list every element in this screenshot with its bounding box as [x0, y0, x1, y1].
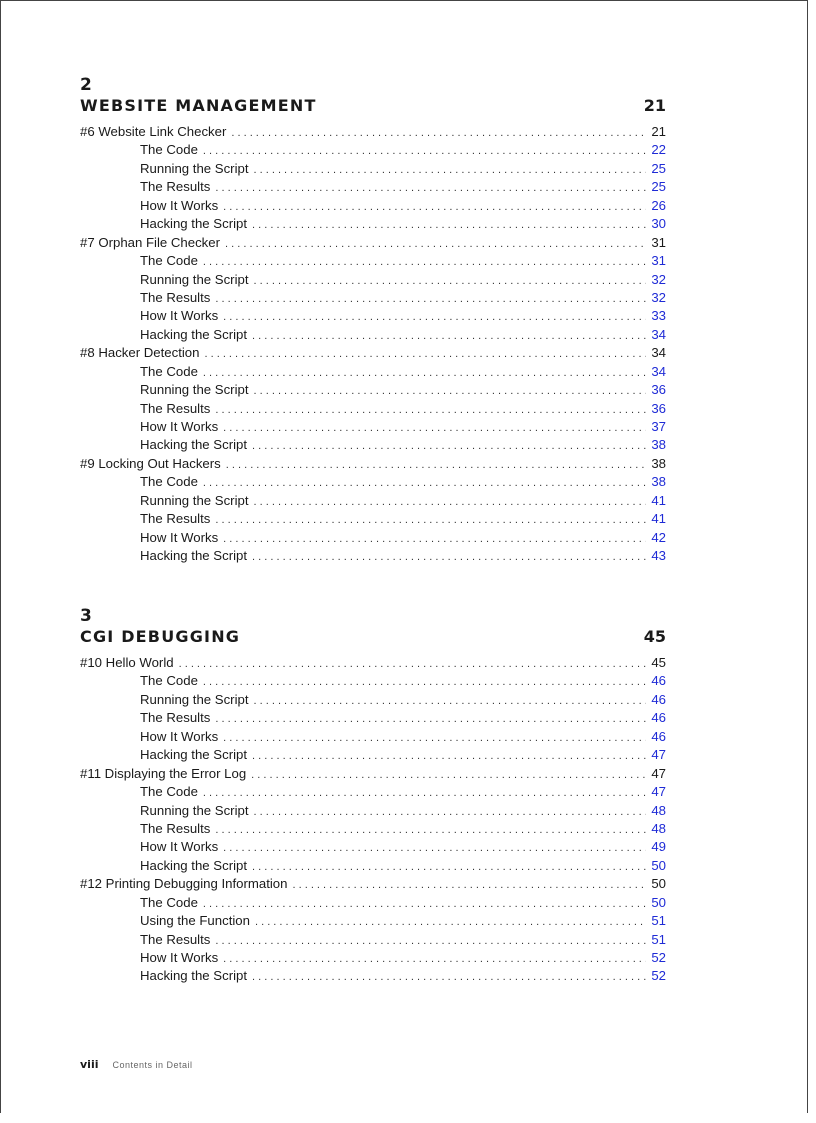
- toc-page-link[interactable]: 25: [651, 179, 666, 195]
- toc-subentry[interactable]: [80, 821, 666, 839]
- toc-page-link: 50: [651, 876, 666, 892]
- toc-page-link[interactable]: 42: [651, 529, 666, 545]
- toc-entry[interactable]: [80, 876, 666, 894]
- toc-page-link[interactable]: 50: [651, 857, 666, 873]
- toc-list: [80, 655, 666, 987]
- toc-page-link[interactable]: 34: [651, 326, 666, 342]
- toc-page-link[interactable]: 32: [651, 271, 666, 287]
- chapter-page-number: 21: [643, 96, 666, 115]
- toc-subentry[interactable]: [80, 382, 666, 400]
- toc-entry-label: #7 Orphan File Checker: [80, 234, 221, 250]
- dot-leader: [203, 256, 646, 268]
- toc-list: [80, 124, 666, 567]
- toc-entry-label: The Code: [140, 363, 198, 379]
- dot-leader: [203, 367, 646, 379]
- toc-entry-label: The Results: [140, 820, 211, 836]
- toc-page-link[interactable]: 49: [651, 839, 666, 855]
- toc-subentry[interactable]: [80, 895, 666, 913]
- toc-subentry[interactable]: [80, 673, 666, 691]
- toc-entry-label: How It Works: [140, 529, 219, 545]
- toc-entry-label: Running the Script: [140, 382, 249, 398]
- dot-leader: [179, 658, 646, 670]
- toc-subentry[interactable]: [80, 253, 666, 271]
- toc-entry-label: The Results: [140, 289, 211, 305]
- toc-subentry[interactable]: [80, 493, 666, 511]
- toc-page-link[interactable]: 36: [651, 400, 666, 416]
- toc-subentry[interactable]: [80, 437, 666, 455]
- toc-entry-label: The Results: [140, 511, 211, 527]
- toc-entry-label: The Results: [140, 931, 211, 947]
- dot-leader: [251, 769, 646, 781]
- dot-leader: [203, 787, 646, 799]
- dot-leader: [254, 695, 647, 707]
- toc-entry-label: #11 Displaying the Error Log: [80, 765, 247, 781]
- toc-page-link[interactable]: 51: [651, 913, 666, 929]
- chapter-heading: [80, 95, 666, 117]
- chapter-page-number: 45: [643, 627, 666, 646]
- toc-subentry[interactable]: [80, 932, 666, 950]
- toc-entry-label: Hacking the Script: [140, 326, 248, 342]
- toc-entry-label: The Code: [140, 673, 198, 689]
- toc-subentry[interactable]: [80, 747, 666, 765]
- toc-entry-label: #9 Locking Out Hackers: [80, 455, 221, 471]
- dot-leader: [215, 514, 646, 526]
- toc-page-link: 34: [651, 345, 666, 361]
- dot-leader: [215, 824, 646, 836]
- toc-entry-label: Hacking the Script: [140, 216, 248, 232]
- toc-entry[interactable]: [80, 345, 666, 363]
- toc-subentry[interactable]: [80, 858, 666, 876]
- dot-leader: [252, 440, 646, 452]
- chapter-heading: [80, 626, 666, 648]
- toc-entry-label: The Code: [140, 142, 198, 158]
- toc-subentry[interactable]: [80, 968, 666, 986]
- toc-entry-label: Running the Script: [140, 160, 249, 176]
- chapter-title: CGI DEBUGGING: [80, 627, 241, 646]
- toc-page-link[interactable]: 50: [651, 894, 666, 910]
- chapter-number: 2: [80, 75, 92, 95]
- toc-page-link[interactable]: 51: [651, 931, 666, 947]
- toc-page-link[interactable]: 37: [651, 419, 666, 434]
- toc-entry-label: #8 Hacker Detection: [80, 345, 200, 361]
- toc-page-link[interactable]: 38: [651, 437, 666, 453]
- toc-subentry[interactable]: [80, 419, 666, 437]
- dot-leader: [254, 496, 647, 508]
- dot-leader: [203, 898, 646, 910]
- dot-leader: [223, 201, 646, 213]
- toc-entry-label: The Results: [140, 710, 211, 726]
- toc-page-link[interactable]: 30: [651, 216, 666, 232]
- chapter-title: WEBSITE MANAGEMENT: [80, 96, 317, 115]
- toc-entry-label: How It Works: [140, 197, 219, 213]
- toc-page-link[interactable]: 46: [651, 673, 666, 689]
- toc-entry[interactable]: [80, 235, 666, 253]
- dot-leader: [215, 713, 646, 725]
- toc-subentry[interactable]: [80, 803, 666, 821]
- toc-page-link[interactable]: 47: [651, 747, 666, 763]
- page-footer: [80, 1058, 193, 1071]
- toc-entry-label: Running the Script: [140, 271, 249, 287]
- dot-leader: [215, 404, 646, 416]
- toc-entry-label: Running the Script: [140, 802, 249, 818]
- dot-leader: [204, 348, 646, 360]
- toc-subentry[interactable]: [80, 950, 666, 968]
- toc-page-link: 45: [651, 655, 666, 670]
- toc-subentry[interactable]: [80, 327, 666, 345]
- dot-leader: [223, 533, 646, 545]
- toc-entry-label: Hacking the Script: [140, 437, 248, 453]
- toc-entry-label: #6 Website Link Checker: [80, 124, 227, 139]
- toc-page-link[interactable]: 34: [651, 363, 666, 379]
- toc-entry[interactable]: [80, 766, 666, 784]
- toc-subentry[interactable]: [80, 142, 666, 160]
- toc-entry-label: How It Works: [140, 839, 219, 855]
- dot-leader: [292, 879, 646, 891]
- dot-leader: [203, 676, 646, 688]
- toc-entry-label: The Code: [140, 474, 198, 490]
- toc-entry[interactable]: [80, 124, 666, 142]
- toc-page-link: 31: [651, 234, 666, 250]
- toc-subentry[interactable]: [80, 548, 666, 566]
- dot-leader: [254, 385, 647, 397]
- toc-page-link[interactable]: 46: [651, 691, 666, 707]
- dot-leader: [223, 732, 646, 744]
- toc-entry-label: Hacking the Script: [140, 747, 248, 763]
- dot-leader: [223, 311, 646, 323]
- toc-subentry[interactable]: [80, 474, 666, 492]
- chapter-number: 3: [80, 606, 92, 626]
- toc-page-link[interactable]: 46: [651, 728, 666, 744]
- toc-page-link[interactable]: 26: [651, 197, 666, 213]
- footer-running-title: Contents in Detail: [112, 1060, 193, 1070]
- toc-page-link[interactable]: 31: [651, 253, 666, 269]
- dot-leader: [223, 422, 646, 434]
- toc-page-link[interactable]: 48: [651, 802, 666, 818]
- toc-subentry[interactable]: [80, 364, 666, 382]
- toc-subentry[interactable]: [80, 511, 666, 529]
- toc-subentry[interactable]: [80, 216, 666, 234]
- toc-entry-label: How It Works: [140, 419, 219, 434]
- toc-entry-label: The Code: [140, 894, 198, 910]
- dot-leader: [203, 477, 646, 489]
- toc-subentry[interactable]: [80, 290, 666, 308]
- toc-page-link[interactable]: 22: [651, 142, 666, 158]
- toc-page-link: 47: [651, 765, 666, 781]
- toc-entry-label: How It Works: [140, 950, 219, 965]
- footer-page-number: viii: [80, 1058, 99, 1071]
- toc-page-link: 38: [651, 455, 666, 471]
- dot-leader: [215, 935, 646, 947]
- chapter-3-section: [80, 606, 666, 987]
- toc-page-link[interactable]: 38: [651, 474, 666, 490]
- toc-page-link[interactable]: 52: [651, 968, 666, 984]
- toc-entry-label: Running the Script: [140, 691, 249, 707]
- toc-subentry[interactable]: [80, 272, 666, 290]
- dot-leader: [252, 330, 646, 342]
- toc-subentry[interactable]: [80, 308, 666, 326]
- toc-subentry[interactable]: [80, 729, 666, 747]
- toc-entry-label: Hacking the Script: [140, 857, 248, 873]
- toc-entry-label: #10 Hello World: [80, 655, 174, 670]
- dot-leader: [231, 127, 646, 139]
- chapter-2-section: [80, 75, 666, 567]
- dot-leader: [255, 916, 646, 928]
- toc-entry-label: #12 Printing Debugging Information: [80, 876, 288, 892]
- dot-leader: [254, 806, 647, 818]
- dot-leader: [225, 238, 646, 250]
- dot-leader: [226, 459, 646, 471]
- toc-page-link[interactable]: 36: [651, 382, 666, 398]
- toc-subentry[interactable]: [80, 692, 666, 710]
- dot-leader: [254, 275, 647, 287]
- toc-page-link[interactable]: 41: [651, 511, 666, 527]
- toc-entry-label: The Code: [140, 253, 198, 269]
- toc-page-link[interactable]: 48: [651, 820, 666, 836]
- toc-entry-label: How It Works: [140, 728, 219, 744]
- toc-page-link[interactable]: 25: [651, 160, 666, 176]
- toc-page-link[interactable]: 41: [651, 492, 666, 508]
- toc-subentry[interactable]: [80, 784, 666, 802]
- toc-entry-label: The Code: [140, 784, 198, 800]
- toc-page-link[interactable]: 32: [651, 289, 666, 305]
- toc-page-link[interactable]: 33: [651, 308, 666, 324]
- toc-page-link[interactable]: 46: [651, 710, 666, 726]
- dot-leader: [252, 971, 646, 983]
- toc-entry-label: Hacking the Script: [140, 968, 248, 984]
- toc-subentry[interactable]: [80, 161, 666, 179]
- toc-subentry[interactable]: [80, 839, 666, 857]
- toc-entry-label: The Results: [140, 400, 211, 416]
- dot-leader: [254, 164, 647, 176]
- toc-page-link: 21: [651, 124, 666, 139]
- toc-entry-label: Running the Script: [140, 492, 249, 508]
- toc-entry-label: Hacking the Script: [140, 548, 248, 564]
- toc-subentry[interactable]: [80, 913, 666, 931]
- dot-leader: [223, 953, 646, 965]
- toc-subentry[interactable]: [80, 710, 666, 728]
- toc-subentry[interactable]: [80, 198, 666, 216]
- toc-subentry[interactable]: [80, 401, 666, 419]
- toc-entry-label: Using the Function: [140, 913, 250, 929]
- toc-entry[interactable]: [80, 655, 666, 673]
- dot-leader: [203, 145, 646, 157]
- toc-page-link[interactable]: 47: [651, 784, 666, 800]
- toc-subentry[interactable]: [80, 530, 666, 548]
- dot-leader: [252, 750, 646, 762]
- dot-leader: [215, 182, 646, 194]
- toc-page-link[interactable]: 43: [651, 548, 666, 564]
- toc-subentry[interactable]: [80, 179, 666, 197]
- dot-leader: [252, 551, 646, 563]
- toc-entry-label: The Results: [140, 179, 211, 195]
- toc-page-link[interactable]: 52: [651, 950, 666, 965]
- toc-entry-label: How It Works: [140, 308, 219, 324]
- dot-leader: [252, 219, 646, 231]
- toc-entry[interactable]: [80, 456, 666, 474]
- dot-leader: [223, 842, 646, 854]
- dot-leader: [252, 861, 646, 873]
- dot-leader: [215, 293, 646, 305]
